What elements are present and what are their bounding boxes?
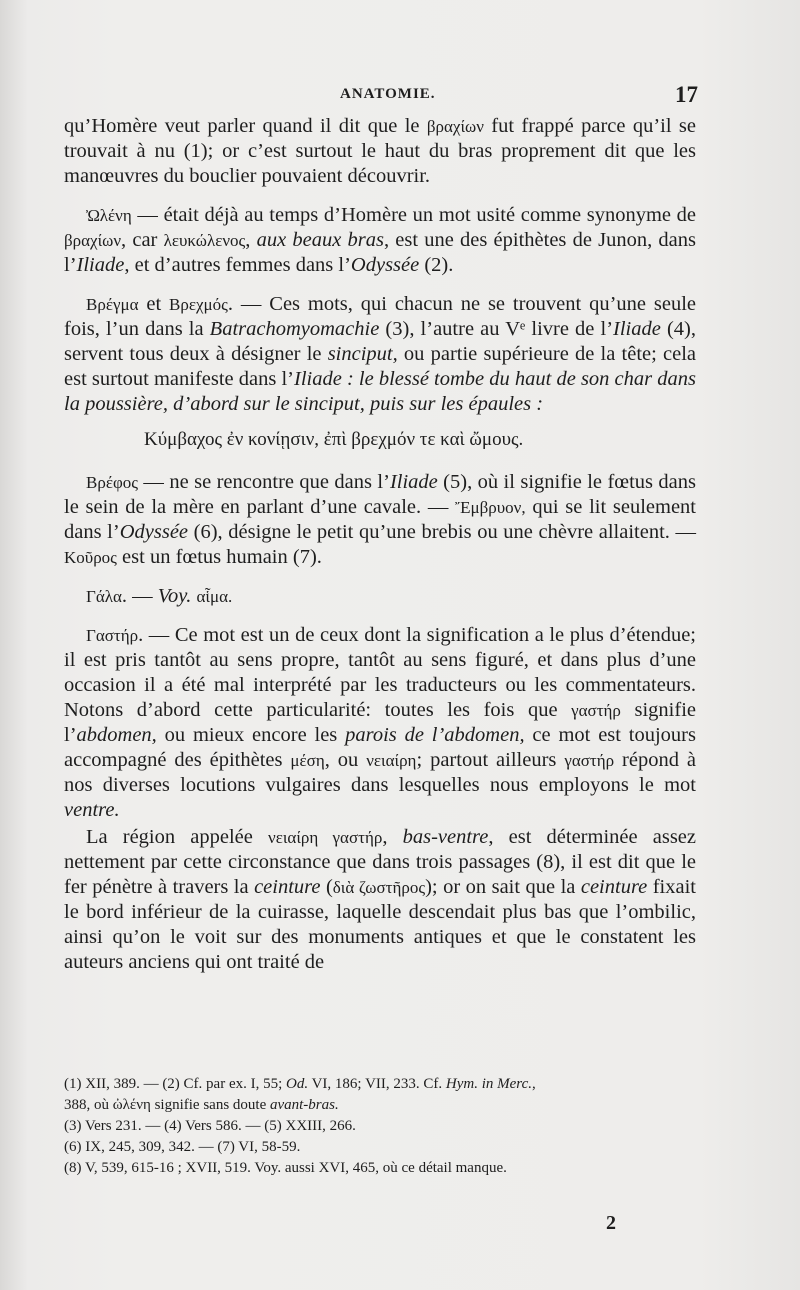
main-text — [64, 114, 696, 989]
footnote-line: (1) XII, 389. — (2) Cf. par ex. I, 55; Od. VI, 186; VII, 233. Cf. Hym. in Merc., — [64, 1076, 536, 1092]
footnote-line: (8) V, 539, 615-16 ; XVII, 519. Voy. aussi XVI, 465, où ce détail manque. — [64, 1160, 507, 1176]
page-header — [64, 82, 700, 110]
footnote-line: (6) IX, 245, 309, 342. — (7) VI, 58-59. — [64, 1139, 301, 1155]
paragraph-region: La région appelée νειαίρη γαστήρ, bas-ventre, est déterminée assez nettement par cette circonstance que dans trois passages (8), il est dit que le fer pénètre à travers la ceinture (διὰ ζωστῆρος); or on sait que la ceinture fixait le bord inférieur de la cuirasse, laquelle descendait plus bas que l’ombilic, ainsi qu’on le voit sur des monuments antiques et que le constatent les auteurs anciens qui ont traité de — [64, 826, 696, 973]
paragraph-gala: Γάλα. — Voy. αἷμα. — [86, 585, 233, 607]
greek-quotation: Κύμβαχος ἐν κονίῃσιν, ἐπὶ βρεχμόν τε καὶ ὤμους. — [144, 429, 524, 450]
running-title: ANATOMIE. — [340, 86, 436, 102]
footnote-line: (3) Vers 231. — (4) Vers 586. — (5) XXIII, 266. — [64, 1118, 356, 1134]
paragraph-gaster: Γαστήρ. — Ce mot est un de ceux dont la signification a le plus d’étendue; il est pris tantôt au sens propre, tantôt au sens figuré, et dans plus d’une occasion il a été mal interprété par les traducteurs ou les commentateurs. Notons d’abord cette particularité: toutes les fois que γαστήρ signifie l’abdomen, ou mieux encore les parois de l’abdomen, ce mot est toujours accompagné des épithètes μέση, ou νειαίρη; partout ailleurs γαστήρ répond à nos diverses locutions vulgaires dans lesquelles nous employons le mot ventre. — [64, 624, 696, 821]
footnotes — [64, 1074, 704, 1179]
paragraph-brephos: Βρέφος — ne se rencontre que dans l’Iliade (5), où il signifie le fœtus dans le sein de la mère en parlant d’une cavale. — Ἔμβρυον, qui se lit seulement dans l’Odyssée (6), désigne le petit qu’une brebis ou une chèvre allaitent. — Κοῦρος est un fœtus humain (7). — [64, 471, 696, 568]
signature-mark: 2 — [606, 1212, 616, 1234]
paragraph-olene: Ὠλένη — était déjà au temps d’Homère un mot usité comme synonyme de βραχίων, car λευκώλενος, aux beaux bras, est une des épithètes de Junon, dans l’Iliade, et d’autres femmes dans l’Odyssée (2). — [64, 204, 696, 276]
page-number: 17 — [675, 82, 698, 107]
paragraph-brachion: qu’Homère veut parler quand il dit que le βραχίων fut frappé parce qu’il se trouvait à nu (1); or c’est surtout le haut du bras proprement dit que les manœuvres du bouclier pouvaient découvrir. — [64, 115, 697, 187]
footnote-line: 388, où ὠλένη signifie sans doute avant-bras. — [64, 1097, 339, 1113]
paragraph-bregma: Βρέγμα et Βρεχμός. — Ces mots, qui chacun ne se trouvent qu’une seule fois, l’un dans la Batrachomyomachie (3), l’autre au Vᵉ livre de l’Iliade (4), servent tous deux à désigner le sinciput, ou partie supérieure de la tête; cela est surtout manifeste dans l’Iliade : le blessé tombe du haut de son char dans la poussière, d’abord sur le sinciput, puis sur les épaules : — [64, 293, 697, 415]
